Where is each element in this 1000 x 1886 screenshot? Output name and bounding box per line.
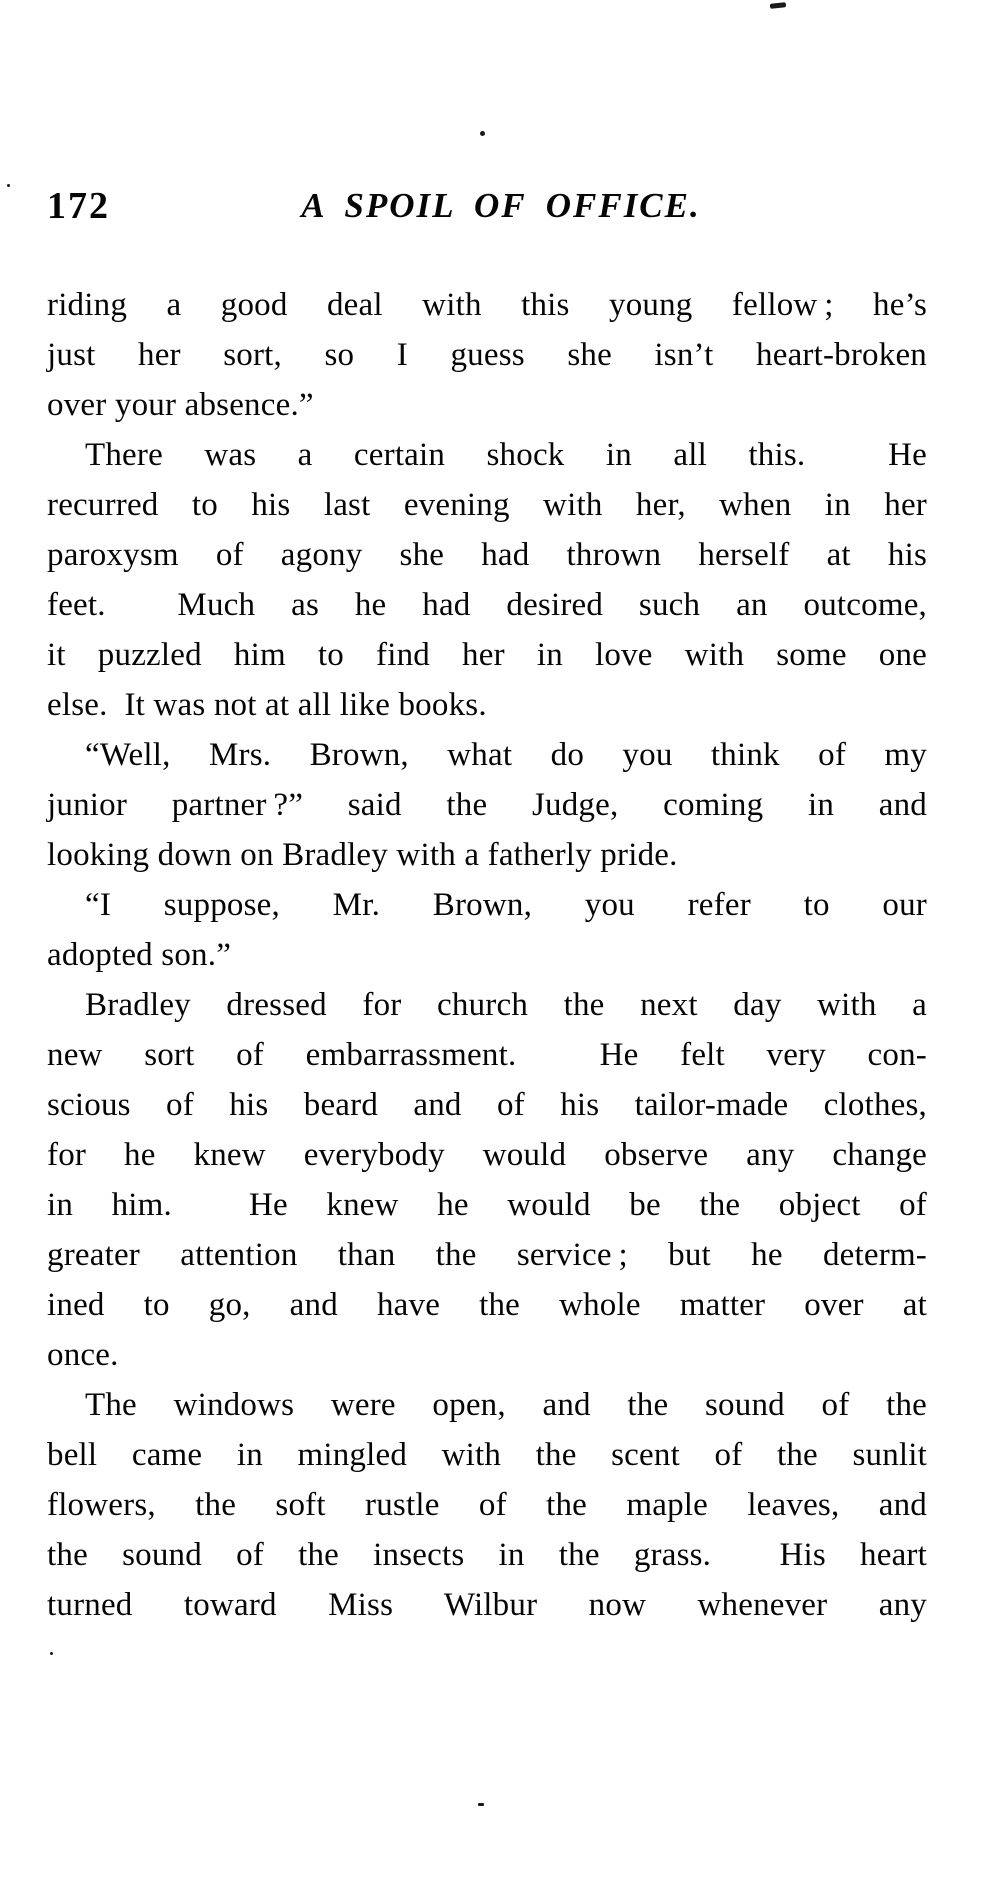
scan-speck — [480, 131, 485, 136]
running-head — [47, 186, 927, 230]
text-line: for he knew everybody would observe any change — [47, 1137, 927, 1173]
text-line: greater attention than the service ; but he determ- — [47, 1237, 927, 1273]
text-line: ined to go, and have the whole matter over at — [47, 1287, 927, 1323]
text-line: scious of his beard and of his tailor-made clothes, — [47, 1087, 927, 1123]
text-line: just her sort, so I guess she isn’t heart-broken — [47, 337, 927, 373]
text-line: over your absence.” — [47, 387, 314, 423]
scan-speck — [7, 184, 10, 187]
text-line: paroxysm of agony she had thrown herself at his — [47, 537, 927, 573]
text-line: Bradley dressed for church the next day with a — [85, 987, 927, 1023]
text-line: else. It was not at all like books. — [47, 687, 487, 723]
text-line: in him. He knew he would be the object of — [47, 1187, 927, 1223]
text-line: the sound of the insects in the grass. His heart — [47, 1537, 927, 1573]
text-line: once. — [47, 1337, 119, 1373]
text-line: recurred to his last evening with her, when in her — [47, 487, 927, 523]
text-line: junior partner ?” said the Judge, coming in and — [47, 787, 927, 823]
page-number: 172 — [47, 185, 110, 227]
text-line: riding a good deal with this young fellow ; he’s — [47, 287, 927, 323]
text-line: The windows were open, and the sound of the — [85, 1387, 927, 1423]
scan-speck — [50, 1652, 53, 1655]
running-title: A SPOIL OF OFFICE. — [301, 186, 701, 225]
text-line: turned toward Miss Wilbur now whenever any — [47, 1587, 927, 1623]
text-line: flowers, the soft rustle of the maple leaves, and — [47, 1487, 927, 1523]
text-line: “Well, Mrs. Brown, what do you think of my — [85, 737, 927, 773]
scan-speck — [770, 2, 786, 9]
scan-speck — [478, 1803, 484, 1806]
text-line: new sort of embarrassment. He felt very con- — [47, 1037, 927, 1073]
text-line: feet. Much as he had desired such an outcome, — [47, 587, 927, 623]
text-line: “I suppose, Mr. Brown, you refer to our — [85, 887, 927, 923]
text-line: it puzzled him to find her in love with some one — [47, 637, 927, 673]
text-line: There was a certain shock in all this. He — [85, 437, 927, 473]
text-line: bell came in mingled with the scent of the sunlit — [47, 1437, 927, 1473]
text-line: adopted son.” — [47, 937, 232, 973]
text-line: looking down on Bradley with a fatherly pride. — [47, 837, 678, 873]
body-text-block — [47, 280, 927, 1630]
